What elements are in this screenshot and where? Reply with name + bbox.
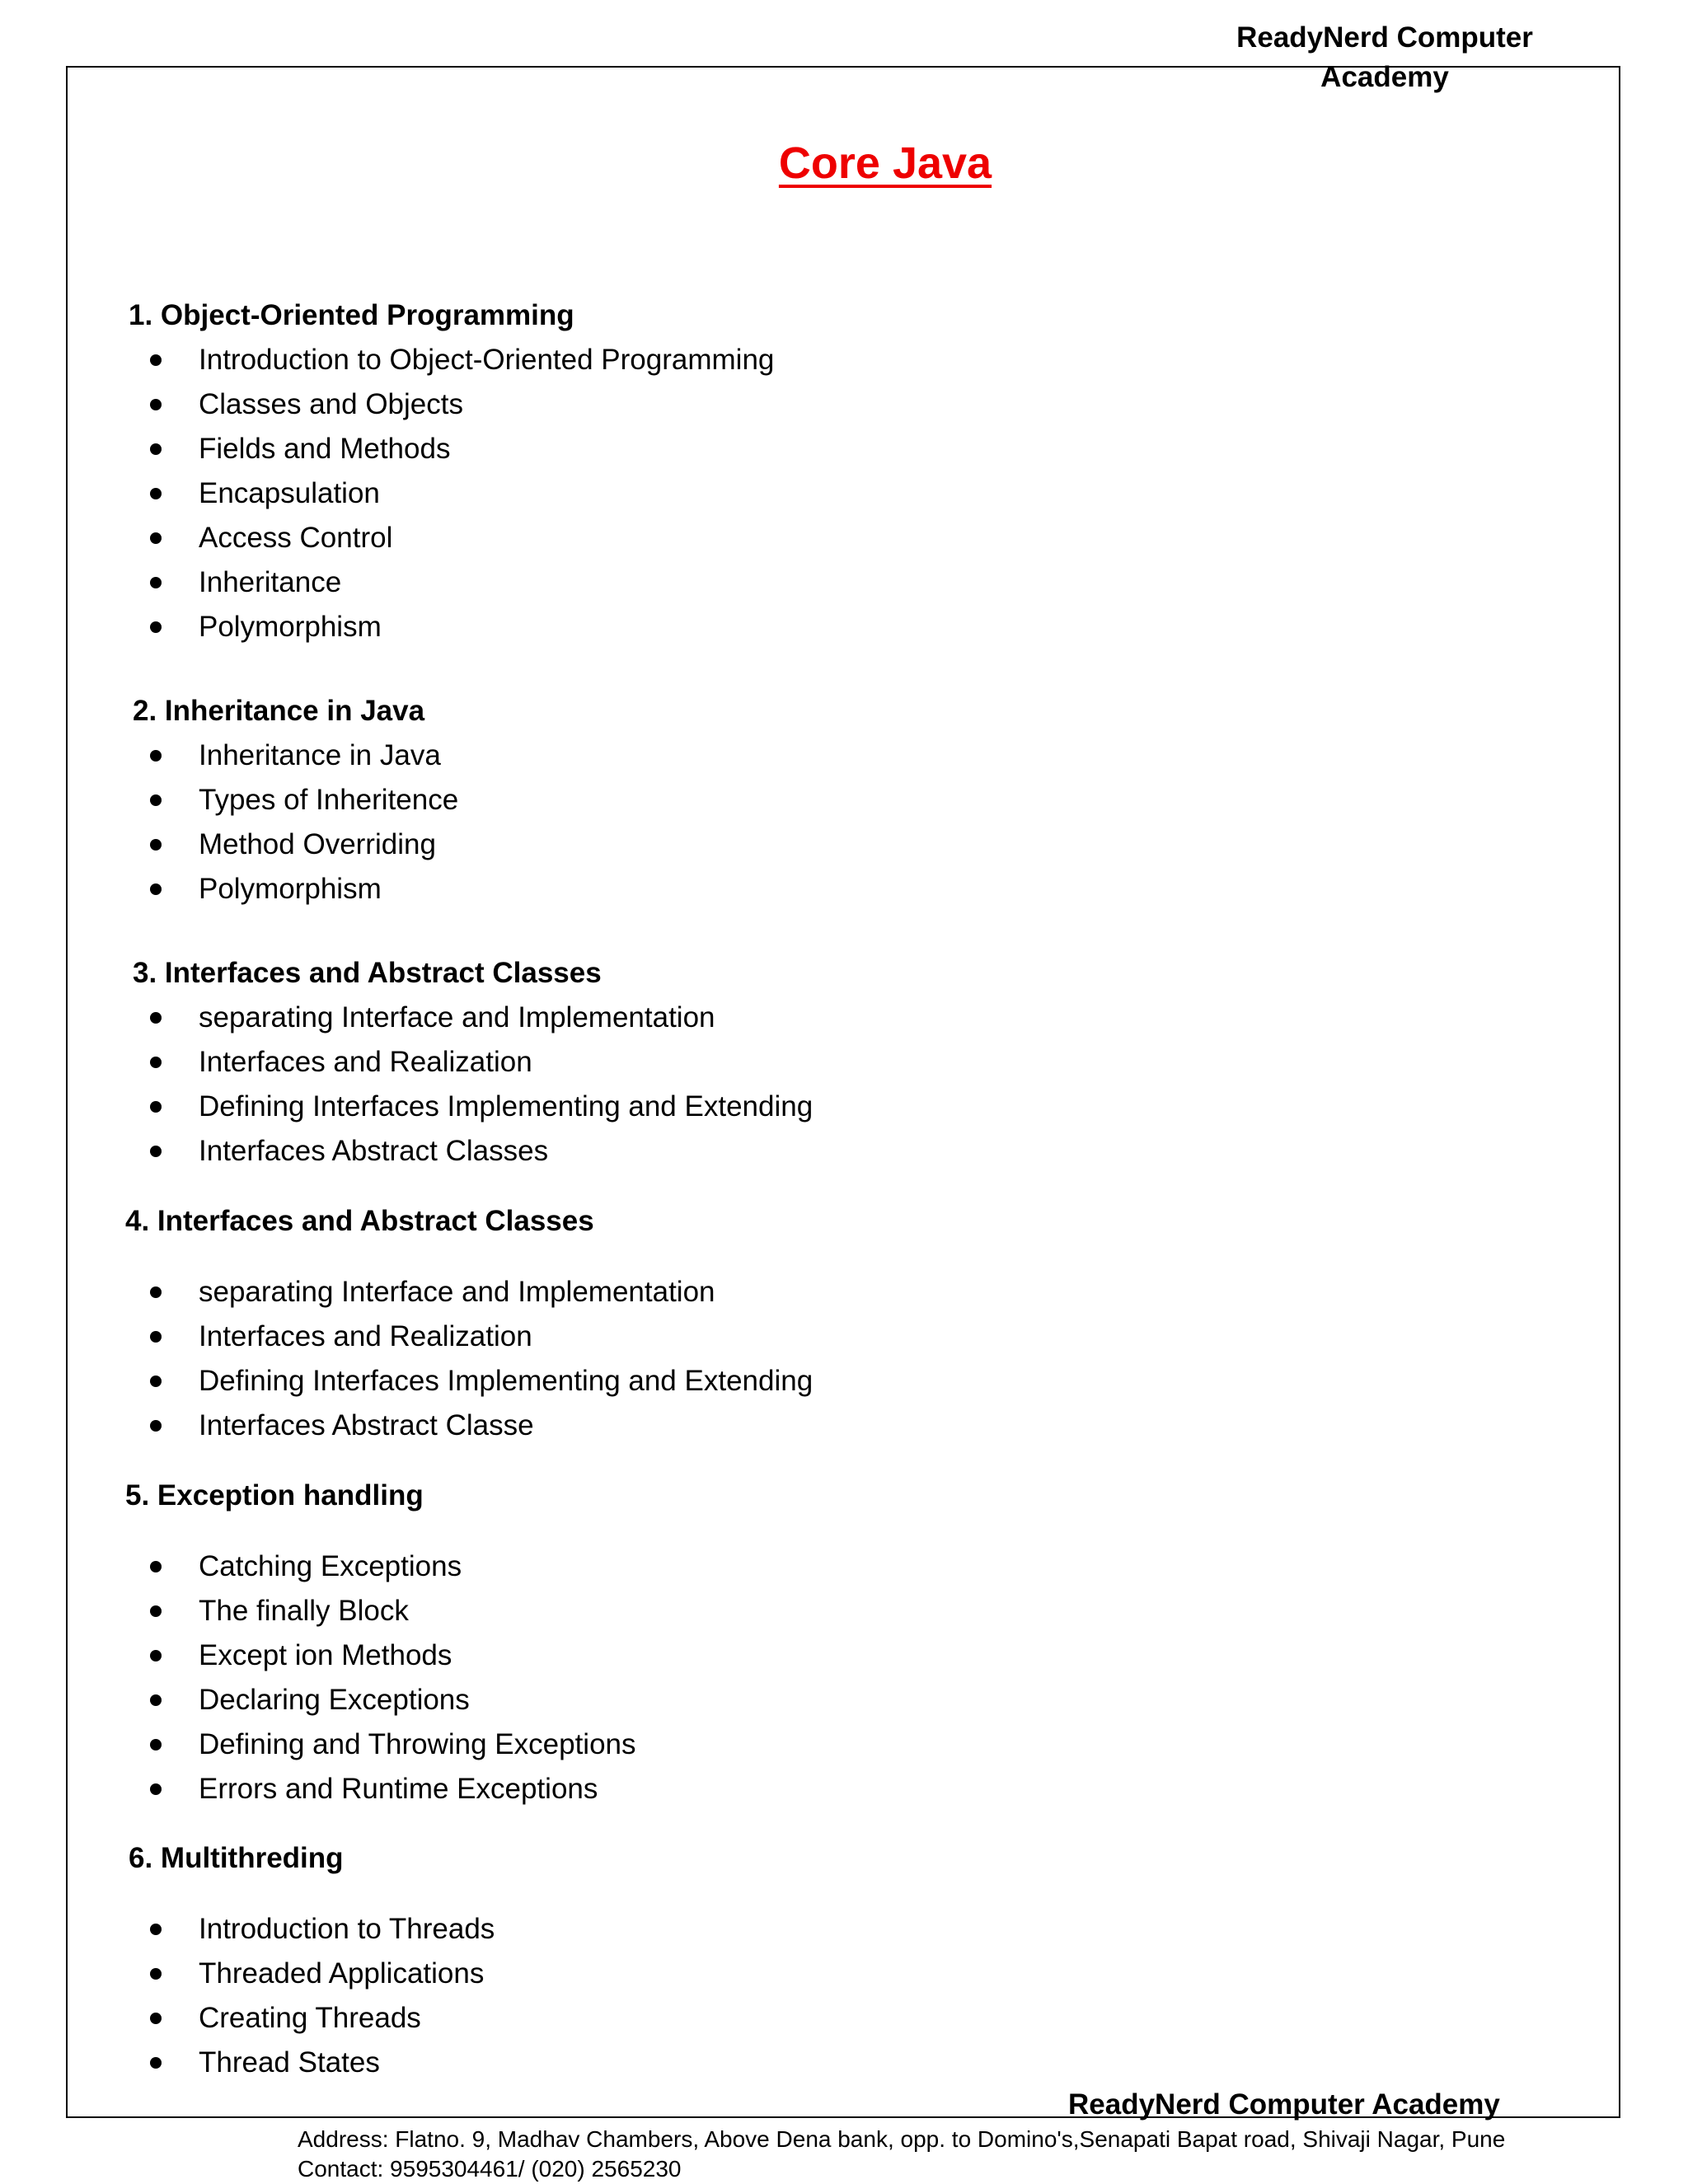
bullet-icon bbox=[150, 1012, 162, 1024]
bullet-icon bbox=[150, 1561, 162, 1572]
section-heading: 2. Inheritance in Java bbox=[133, 695, 425, 727]
bullet-icon bbox=[150, 488, 162, 499]
page-title: Core Java bbox=[778, 138, 992, 188]
bullet-icon bbox=[150, 532, 162, 544]
bullet-icon bbox=[150, 399, 162, 410]
section-heading: 5. Exception handling bbox=[125, 1479, 424, 1511]
bullet-icon bbox=[150, 1376, 162, 1387]
bullet-icon bbox=[150, 1739, 162, 1750]
bullet-icon bbox=[150, 1420, 162, 1432]
bullet-icon bbox=[150, 1783, 162, 1795]
bullet-icon bbox=[150, 1146, 162, 1157]
section-heading: 4. Interfaces and Abstract Classes bbox=[125, 1205, 594, 1237]
footer-address: Address: Flatno. 9, Madhav Chambers, Above Dena bank, opp. to Domino's,Senapati Bapat road, Shivaji Nagar, Pune bbox=[298, 2126, 1506, 2152]
section-heading: 6. Multithreding bbox=[129, 1842, 344, 1874]
bullet-icon bbox=[150, 1331, 162, 1343]
section-heading: 3. Interfaces and Abstract Classes bbox=[133, 957, 602, 989]
bullet-icon bbox=[150, 1605, 162, 1617]
bullet-icon bbox=[150, 750, 162, 762]
bullet-icon bbox=[150, 794, 162, 806]
bullet-icon bbox=[150, 1968, 162, 1980]
bullet-icon bbox=[150, 883, 162, 895]
bullet-icon bbox=[150, 1650, 162, 1661]
bullet-icon bbox=[150, 621, 162, 633]
bullet-icon bbox=[150, 1924, 162, 1935]
footer-org-name: ReadyNerd Computer Academy bbox=[1068, 2088, 1500, 2121]
bullet-icon bbox=[150, 354, 162, 366]
bullet-icon bbox=[150, 577, 162, 588]
bullet-icon bbox=[150, 1286, 162, 1298]
bullet-icon bbox=[150, 1101, 162, 1113]
bullet-icon bbox=[150, 1694, 162, 1706]
section-heading: 1. Object-Oriented Programming bbox=[129, 299, 574, 331]
bullet-icon bbox=[150, 1057, 162, 1068]
bullet-icon bbox=[150, 443, 162, 455]
bullet-icon bbox=[150, 839, 162, 851]
bullet-icon bbox=[150, 2013, 162, 2024]
bullet-icon bbox=[150, 2057, 162, 2069]
header-org-name: ReadyNerd Computer Academy bbox=[1236, 21, 1533, 93]
footer-contact: Contact: 9595304461/ (020) 2565230 bbox=[298, 2156, 682, 2182]
